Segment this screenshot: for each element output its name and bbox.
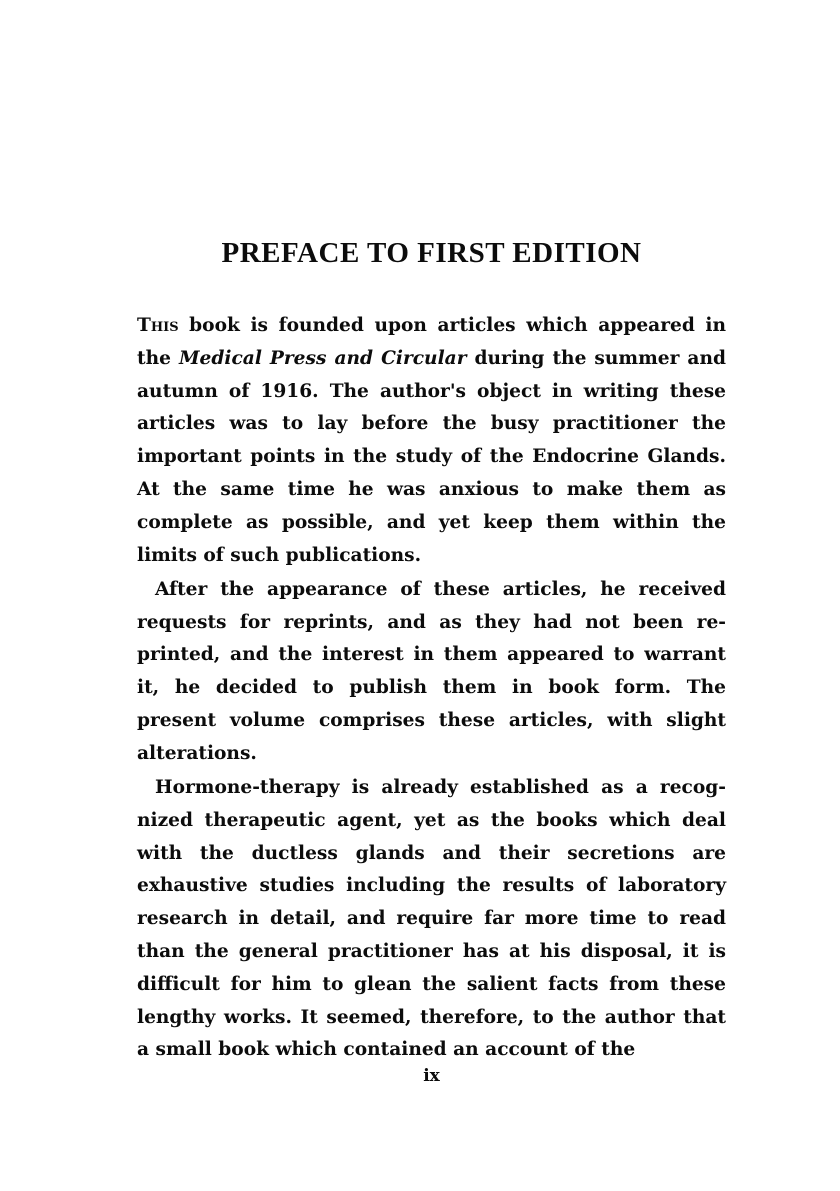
paragraph-1-text-a: book is founded upon articles which appeared in the — [137, 315, 726, 369]
paragraph-1-text-b: during the summer and autumn of 1916. The author's object in writing these articles was to lay before the busy practitioner the important points in the study of the Endocrine Glands. At the same time he was anxious to make them as complete as possible, and yet keep them within the limits of such publications. — [137, 347, 726, 566]
page-title: PREFACE TO FIRST EDITION — [221, 237, 642, 269]
paragraph-3: Hormone-therapy is already established as a recog-nized therapeutic agent, yet as the books which deal with the ductless glands and their secretions are exhaustive studies including the results of laboratory research in detail, and require far more time to read than the general practitioner has at his disposal, it is difficult for him to glean the salient facts from these lengthy works. It seemed, therefore, to the author that a small book which contained an account of the — [137, 776, 726, 1061]
preface-body — [137, 310, 726, 1069]
paragraph-2: After the appearance of these articles, he received requests for reprints, and as they had not been re-printed, and the interest in them appeared to warrant it, he decided to publish them in book form. The present volume comprises these articles, with slight alterations. — [137, 578, 726, 764]
journal-title: Medical Press and Circular — [178, 347, 467, 369]
page-number: ix — [423, 1066, 440, 1086]
paragraph-1 — [137, 310, 726, 572]
paragraph-1-lead: This — [137, 315, 179, 336]
